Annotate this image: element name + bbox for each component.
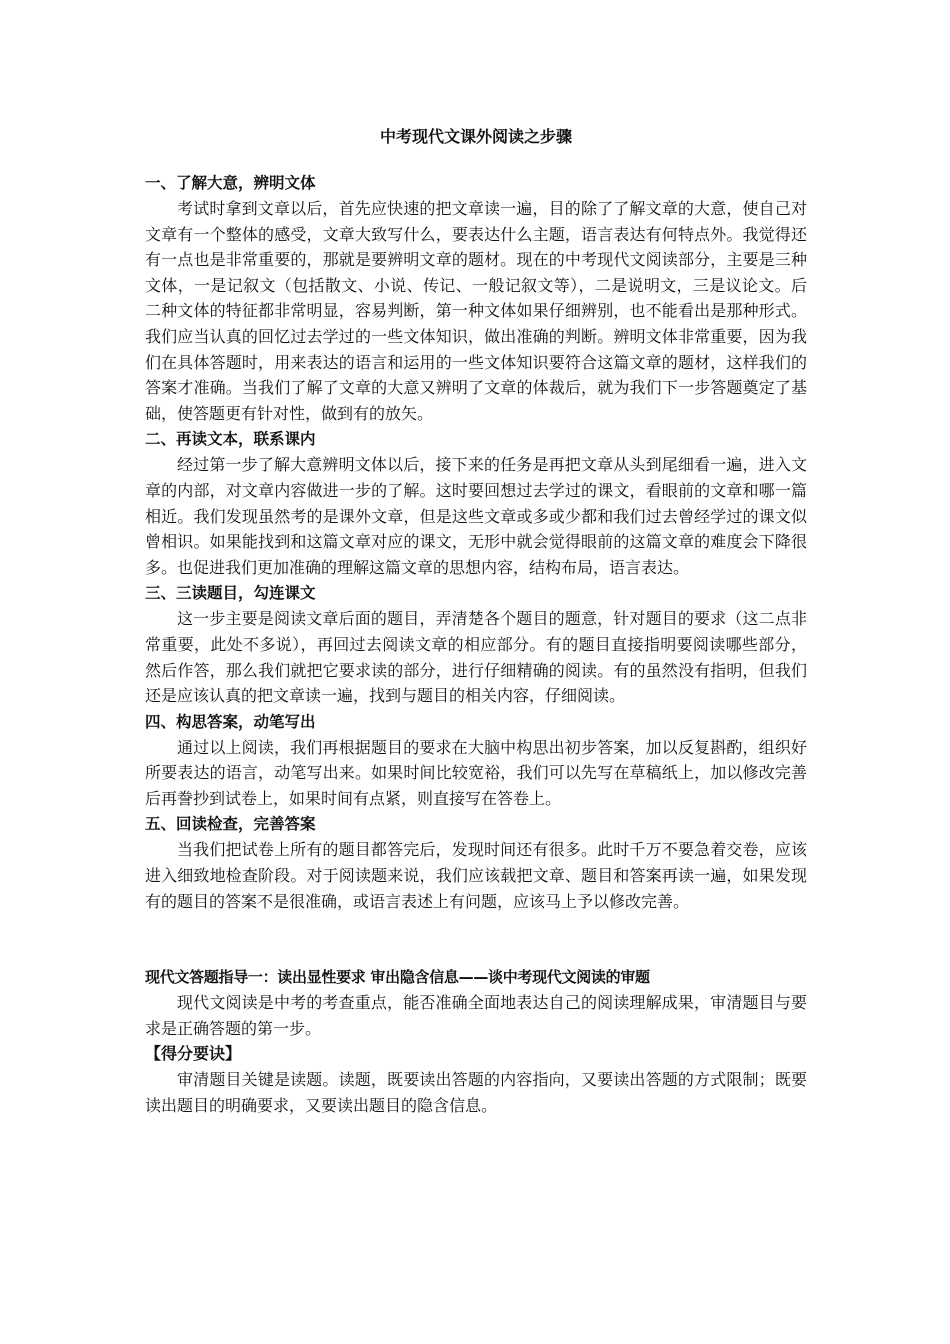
section-2-heading: 二、再读文本，联系课内 (145, 430, 316, 449)
section-2-paragraph: 经过第一步了解大意辨明文体以后，接下来的任务是再把文章从头到尾细看一遍，进入文章的内部，对文章内容做进一步的了解。这时要回想过去学过的课文，看眼前的文章和哪一篇相近。我们发现虽然考的是课外文章，但是这些文章或多或少都和我们过去曾经学过的课文似曾相识。如果能找到和这篇文章对应的课文，无形中就会觉得眼前的这篇文章的难度会下降很多。也促进我们更加准确的理解这篇文章的思想内容，结构布局，语言表达。 (145, 455, 807, 577)
document-page (145, 124, 807, 1119)
section-3-paragraph: 这一步主要是阅读文章后面的题目，弄清楚各个题目的题意，针对题目的要求（这二点非常重要，此处不多说），再回过去阅读文章的相应部分。有的题目直接指明要阅读哪些部分，然后作答，那么我们就把它要求读的部分，进行仔细精确的阅读。有的虽然没有指明，但我们还是应该认真的把文章读一遍，找到与题目的相关内容，仔细阅读。 (145, 609, 807, 706)
section-4-heading: 四、构思答案，动笔写出 (145, 712, 316, 731)
document-title: 中考现代文课外阅读之步骤 (379, 127, 572, 146)
section-4-paragraph: 通过以上阅读，我们再根据题目的要求在大脑中构思出初步答案，加以反复斟酌，组织好所要表达的语言，动笔写出来。如果时间比较宽裕，我们可以先写在草稿纸上，加以修改完善后再誊抄到试卷上，如果时间有点紧，则直接写在答卷上。 (145, 737, 807, 808)
section-3-heading: 三、三读题目，勾连课文 (145, 584, 316, 603)
section-spacer (145, 914, 807, 964)
tips-heading: 【得分要诀】 (145, 1044, 242, 1064)
section-1-heading: 一、了解大意，辨明文体 (145, 174, 316, 192)
section-5-heading: 五、回读检查，完善答案 (145, 815, 316, 834)
section-5-paragraph: 当我们把试卷上所有的题目都答完后，发现时间还有很多。此时千万不要急着交卷，应该进入细致地检查阶段。对于阅读题来说，我们应该载把文章、题目和答案再读一遍，如果发现有的题目的答案不是很准确，或语言表述上有问题，应该马上予以修改完善。 (145, 840, 807, 911)
part2-title: 现代文答题指导一：读出显性要求 审出隐含信息——谈中考现代文阅读的审题 (145, 968, 650, 987)
tips-paragraph: 审清题目关键是读题。读题，既要读出答题的内容指向，又要读出答题的方式限制；既要读出题目的明确要求，又要读出题目的隐含信息。 (145, 1070, 807, 1116)
part2-intro-paragraph: 现代文阅读是中考的考查重点，能否准确全面地表达自己的阅读理解成果，审清题目与要求是正确答题的第一步。 (145, 993, 807, 1038)
section-1-paragraph: 考试时拿到文章以后，首先应快速的把文章读一遍，目的除了了解文章的大意，使自己对文章有一个整体的感受，文章大致写什么，要表达什么主题，语言表达有何特点外。我觉得还有一点也是非常重要的，那就是要辨明文章的题材。现在的中考现代文阅读部分，主要是三种文体，一是记叙文（包括散文、小说、传记、一般记叙文等），二是说明文，三是议论文。后二种文体的特征都非常明显，容易判断，第一种文体如果仔细辨别，也不能看出是那种形式。我们应当认真的回忆过去学过的一些文体知识，做出准确的判断。辨明文体非常重要，因为我们在具体答题时，用来表达的语言和运用的一些文体知识要符合这篇文章的题材，这样我们的答案才准确。当我们了解了文章的大意又辨明了文章的体裁后，就为我们下一步答题奠定了基础，使答题更有针对性，做到有的放矢。 (145, 199, 807, 423)
